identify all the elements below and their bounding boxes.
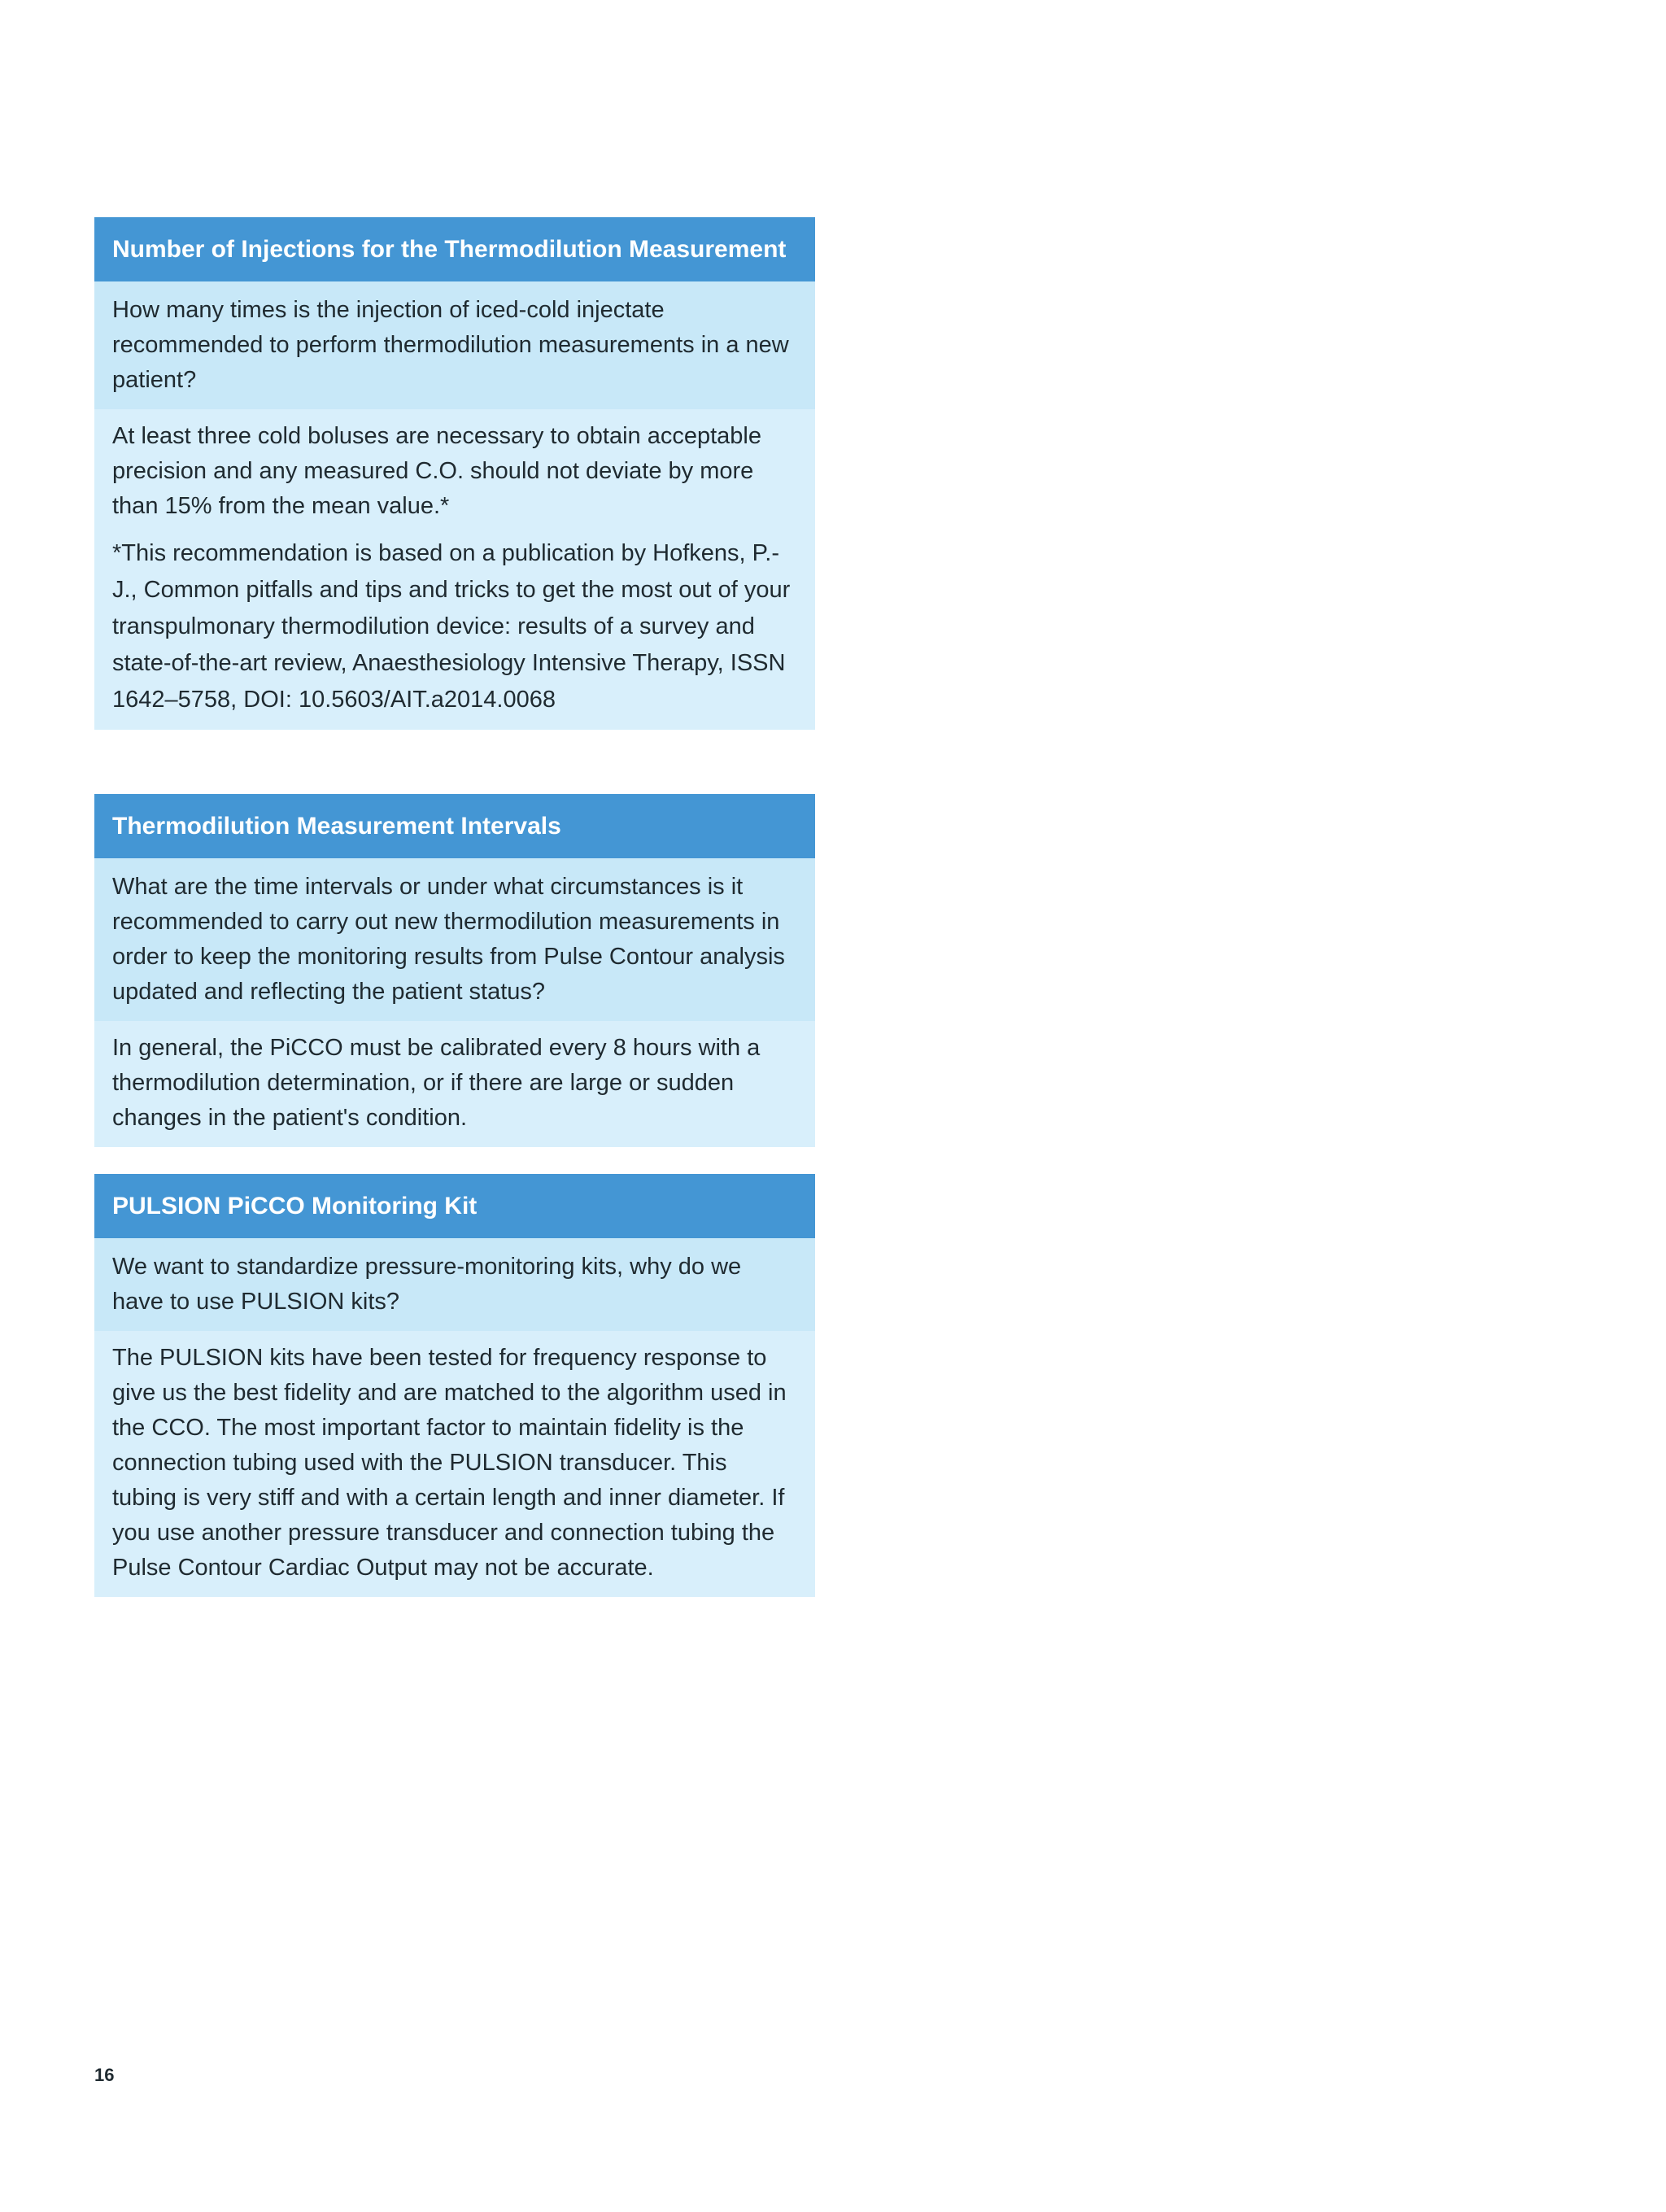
page-number: 16: [94, 2065, 115, 2085]
question-text: How many times is the injection of iced-cold injectate recommended to perform thermodilution measurements in a new patient?: [94, 281, 815, 409]
answer-block: [94, 409, 815, 730]
faq-box-monitoring-kit: [94, 1174, 815, 1597]
section-heading: PULSION PiCCO Monitoring Kit: [94, 1174, 815, 1238]
footnote-text: *This recommendation is based on a publication by Hofkens, P.-J., Common pitfalls and tips and tricks to get the most out of your transpulmonary thermodilution device: results of a survey and state-of-the-art review, Anaesthesiology Intensive Therapy, ISSN 1642–5758, DOI: 10.5603/AIT.a2014.0068: [112, 540, 791, 713]
section-heading: Thermodilution Measurement Intervals: [94, 794, 815, 858]
section-heading: Number of Injections for the Thermodilution Measurement: [94, 217, 815, 281]
answer-block: [94, 1331, 815, 1597]
faq-box-intervals: [94, 794, 815, 1147]
question-text: We want to standardize pressure-monitoring kits, why do we have to use PULSION kits?: [94, 1238, 815, 1331]
faq-box-injections: [94, 217, 815, 730]
answer-text: The PULSION kits have been tested for frequency response to give us the best fidelity and are matched to the algorithm used in the CCO. The most important factor to maintain fidelity is the connection tubing used with the PULSION transducer. This tubing is very stiff and with a certain length and inner diameter. If you use another pressure transducer and connection tubing the Pulse Contour Cardiac Output may not be accurate.: [112, 1345, 787, 1581]
answer-text: In general, the PiCCO must be calibrated every 8 hours with a thermodilution determination, or if there are large or sudden changes in the patient's condition.: [112, 1035, 761, 1131]
answer-text: At least three cold boluses are necessary to obtain acceptable precision and any measured C.O. should not deviate by more than 15% from the mean value.*: [112, 423, 761, 519]
question-text: What are the time intervals or under what circumstances is it recommended to carry out new thermodilution measurements in order to keep the monitoring results from Pulse Contour analysis updated and reflecting the patient status?: [94, 858, 815, 1021]
answer-block: [94, 1021, 815, 1147]
